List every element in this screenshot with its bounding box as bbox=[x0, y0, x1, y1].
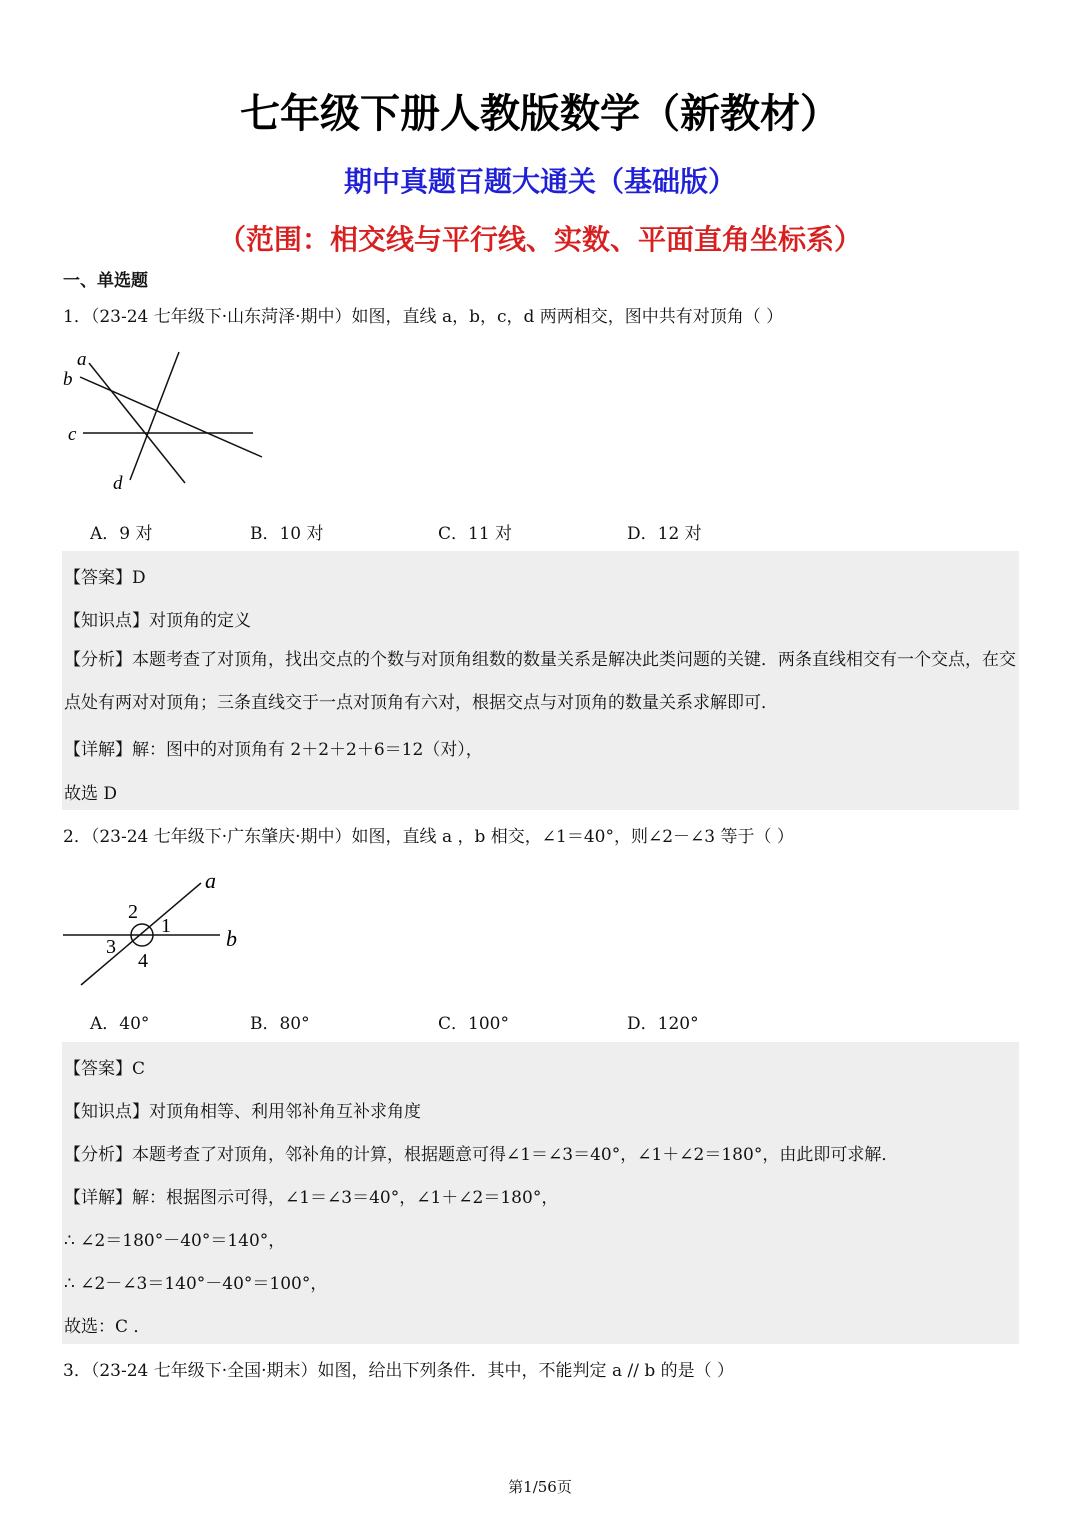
label-angle-4: 4 bbox=[138, 950, 148, 972]
final-choice: 故选：C ． bbox=[64, 1317, 151, 1337]
question-1-text: 1．（23-24 七年级下·山东菏泽·期中）如图，直线 a，b，c，d 两两相交，图中共有对顶角（ ） bbox=[63, 307, 784, 327]
final-choice: 故选 D bbox=[64, 784, 118, 804]
label-angle-1: 1 bbox=[161, 915, 171, 937]
answer: 【答案】C bbox=[64, 1059, 146, 1079]
label-angle-2: 2 bbox=[128, 901, 138, 923]
line-b bbox=[80, 377, 262, 457]
question-3-text: 3．（23-24 七年级下·全国·期末）如图，给出下列条件．其中，不能判定 a // b 的是（ ） bbox=[63, 1361, 735, 1381]
question-2-text: 2．（23-24 七年级下·广东肇庆·期中）如图，直线 a ，b 相交，∠1＝40°，则∠2－∠3 等于（ ） bbox=[63, 827, 794, 847]
document-title: 七年级下册人教版数学（新教材） bbox=[240, 91, 840, 137]
option-b[interactable]: B．80° bbox=[250, 1014, 310, 1034]
document-range: （范围：相交线与平行线、实数、平面直角坐标系） bbox=[217, 223, 862, 256]
label-b: b bbox=[63, 369, 73, 390]
question-2-solution bbox=[62, 1042, 1019, 1344]
section-heading: 一、单选题 bbox=[63, 271, 148, 291]
detail: 【详解】解：根据图示可得，∠1＝∠3＝40°，∠1＋∠2＝180°， bbox=[64, 1188, 559, 1208]
question-1-solution bbox=[62, 551, 1019, 810]
option-b[interactable]: B．10 对 bbox=[250, 524, 324, 544]
knowledge-point: 【知识点】对顶角相等、利用邻补角互补求角度 bbox=[64, 1102, 421, 1122]
label-a: a bbox=[77, 349, 87, 370]
line-d bbox=[130, 352, 179, 480]
question-1-figure bbox=[55, 345, 275, 495]
analysis: 【分析】本题考查了对顶角，邻补角的计算，根据题意可得∠1＝∠3＝40°，∠1＋∠2＝180°，由此即可求解． bbox=[64, 1145, 899, 1165]
label-b: b bbox=[226, 926, 237, 951]
label-c: c bbox=[68, 424, 77, 445]
detail: 【详解】解：图中的对顶角有 2＋2＋2＋6＝12（对）， bbox=[64, 740, 483, 760]
label-angle-3: 3 bbox=[106, 936, 116, 958]
step-1: ∴ ∠2＝180°－40°＝140°， bbox=[64, 1231, 286, 1251]
option-c[interactable]: C．11 对 bbox=[438, 524, 513, 544]
option-d[interactable]: D．120° bbox=[627, 1014, 699, 1034]
label-a: a bbox=[205, 868, 216, 893]
knowledge-point: 【知识点】对顶角的定义 bbox=[64, 611, 251, 631]
option-c[interactable]: C．100° bbox=[438, 1014, 509, 1034]
option-a[interactable]: A．40° bbox=[90, 1014, 150, 1034]
document-subtitle: 期中真题百题大通关（基础版） bbox=[343, 165, 736, 198]
label-d: d bbox=[113, 473, 123, 494]
line-a bbox=[89, 363, 185, 483]
option-d[interactable]: D．12 对 bbox=[627, 524, 702, 544]
step-2: ∴ ∠2－∠3＝140°－40°＝100°， bbox=[64, 1274, 328, 1294]
answer: 【答案】D bbox=[64, 568, 146, 588]
question-2-figure bbox=[55, 868, 255, 993]
option-a[interactable]: A．9 对 bbox=[90, 524, 153, 544]
analysis: 【分析】本题考查了对顶角，找出交点的个数与对顶角组数的数量关系是解决此类问题的关键．两条直线相交有一个交点，在交点处有两对对顶角；三条直线交于一点对顶角有六对，根据交点与对顶角的数量关系求解即可． bbox=[64, 650, 1016, 713]
page-number: 第1/56页 bbox=[508, 1478, 572, 1496]
